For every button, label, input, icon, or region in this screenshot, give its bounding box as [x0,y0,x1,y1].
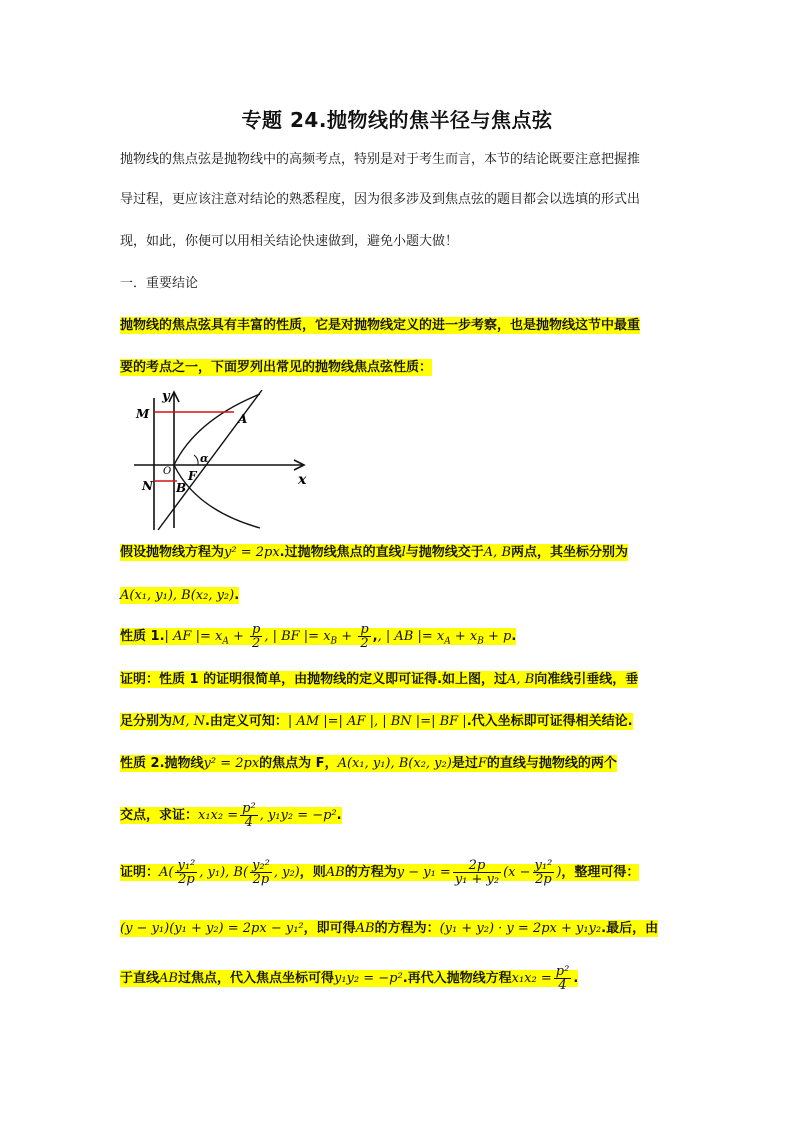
fraction-numerator: p² [555,964,570,979]
fraction-denominator: 2p [535,872,552,887]
highlight-text [120,801,342,830]
fraction-denominator: 4 [558,978,567,993]
text-segment: .代入坐标即可证得相关结论. [466,714,633,729]
fraction [453,859,501,886]
fraction-numerator: 2p [453,859,501,873]
highlight-text [120,622,517,651]
text-segment: 的直线与抛物线的两个 [486,756,617,771]
subscript: A [444,636,451,647]
subscript: B [330,636,338,647]
text-segment: .再代入抛物线方程 [402,971,512,986]
equation: x₁x₂ = [198,808,239,823]
text-segment: . [511,629,517,644]
fraction [358,623,370,650]
equation: ) [556,865,562,880]
highlight-text: 抛物线的焦点弦具有丰富的性质，它是对抛物线定义的进一步考察，也是抛物线这节中最重 [120,318,641,333]
highlight-text [120,964,579,993]
subscript: B [477,636,484,647]
subscript: A [222,636,229,647]
highlight-intro-line-2 [120,356,432,380]
label-a: A [238,412,248,426]
equation: | AF |= x [164,629,223,644]
equation: , y₁y₂ = −p² [259,808,337,823]
text-segment: . [336,808,342,823]
fraction [175,859,197,886]
equation: , y₁), B( [199,865,249,880]
equation: A(x₁, y₁), B(x₂, y₂) [337,756,452,771]
label-n: N [142,479,153,493]
fraction-denominator: 4 [244,815,254,830]
fraction [554,965,572,992]
text-segment: . [234,588,240,603]
text-segment: ，即可得 [303,921,356,936]
equation: AB [159,971,178,986]
text-segment: 性质 2.抛物线 [120,756,204,771]
assumption-line-2 [120,584,239,608]
highlight-text [120,544,628,561]
equation: AB [325,865,345,880]
intro-line-1: 抛物线的焦点弦是抛物线中的高频考点，特别是对于考生而言，本节的结论既要注意把握推 [120,152,641,167]
equation: (y − y₁)(y₁ + y₂) = 2px − y₁² [120,921,304,936]
text-segment: 于直线 [120,971,160,986]
highlight-text [120,587,239,604]
text-segment: ，整理可得： [561,865,640,880]
fraction-numerator: y₁² [534,858,553,873]
highlight-text [120,858,640,887]
highlight-text [120,671,638,688]
parabola-figure [120,390,328,530]
equation: (x − [503,865,531,880]
text-segment: . [573,971,579,986]
fraction-numerator: p [251,622,261,637]
property-1 [120,622,516,657]
label-alpha: α [200,452,209,465]
equation: A(x₁, y₁), B(x₂, y₂) [120,588,235,603]
highlight-text: 要的考点之一，下面罗列出常见的抛物线焦点弦性质： [120,360,433,375]
intro-line-3: 现，如此，你便可以用相关结论快速做到，避免小题大做！ [120,234,459,249]
text-segment: 向准线引垂线，垂 [534,672,639,687]
text-segment: 的方程为： [374,921,440,936]
equation: , | BF |= x [264,629,331,644]
page-title: 专题 24.抛物线的焦半径与焦点弦 [241,108,553,132]
label-x: x [298,472,307,488]
equation: y − y₁ = [396,865,451,880]
section-heading: 一．重要结论 [120,276,199,291]
text-segment: .过抛物线焦点的直线 [279,545,402,560]
property-2-line-2 [120,800,342,832]
fraction [250,859,272,886]
equation: A, B [507,672,535,687]
label-m: M [136,407,150,421]
equation: y₁y₂ = −p² [333,971,403,986]
equation: A, B [483,545,512,560]
fraction-numerator: p² [242,801,256,816]
label-y: y [162,390,170,404]
text-segment: 证明： [120,865,160,880]
text-segment: ，则 [299,865,326,880]
proof-2-line-1 [120,855,639,891]
text-segment: 证明：性质 1 的证明很简单，由抛物线的定义即可证得.如上图，过 [120,672,508,687]
equation: M, N [172,714,205,729]
proof-2-line-3 [120,963,578,995]
fraction-denominator: 2p [252,872,270,887]
fraction-denominator: 2p [178,872,195,887]
equation: y² = 2px [224,545,280,560]
label-b: B [176,481,187,495]
proof-1-line-2 [120,710,633,734]
equation: F [477,756,487,771]
equation: + p [483,629,512,644]
proof-2-line-2 [120,917,658,941]
property-2-line-1 [120,752,617,776]
equation: y² = 2px [203,756,260,771]
fraction [240,802,258,829]
text-segment: 的方程为 [344,865,397,880]
text-segment: 足分别为 [120,714,173,729]
intro-line-2: 导过程，更应该注意对结论的熟悉程度，因为很多涉及到焦点弦的题目都会以选填的形式出 [120,192,641,207]
fraction-numerator: y₂² [252,858,270,873]
equation: l [401,545,406,560]
label-f: F [188,469,197,483]
text-segment: .最后，由 [601,921,659,936]
equation: AB [355,921,375,936]
proof-1-line-1 [120,668,638,692]
equation: x₁x₂ = [511,971,552,986]
equation: A( [159,865,174,880]
equation: , y₂) [273,865,300,880]
fraction-denominator: 2 [360,636,369,651]
text-segment: .由定义可知： [204,714,288,729]
fraction-numerator: p [360,622,369,637]
label-o: O [163,466,172,477]
equation: , | AB |= x [377,629,445,644]
text-segment: 是过 [451,756,478,771]
assumption-line-1 [120,541,628,565]
fraction [533,859,555,886]
equation: + [228,629,248,644]
highlight-intro-line-1 [120,314,640,338]
fraction [250,623,262,650]
equation: (y₁ + y₂) · y = 2px + y₁y₂ [439,921,602,936]
equation: + x [450,629,478,644]
text-segment: 假设抛物线方程为 [120,545,225,560]
text-segment: 过焦点，代入焦点坐标可得 [177,971,334,986]
fraction-denominator: 2 [252,636,261,651]
highlight-text [120,713,633,730]
highlight-text [120,920,658,937]
text-segment: 交点，求证： [120,808,199,823]
property-label: 性质 1. [120,629,165,644]
equation: + [337,629,357,644]
highlight-text [120,755,617,772]
fraction-denominator: y₁ + y₂ [454,872,500,887]
text-segment: , [372,629,378,644]
text-segment: 与抛物线交于 [405,545,484,560]
figure-background [120,390,328,530]
text-segment: 两点，其坐标分别为 [511,545,629,560]
text-segment: 的焦点为 F， [259,756,338,771]
equation: | AM |=| AF |, | BN |=| BF | [287,714,467,729]
fraction-numerator: y₁² [177,858,196,873]
